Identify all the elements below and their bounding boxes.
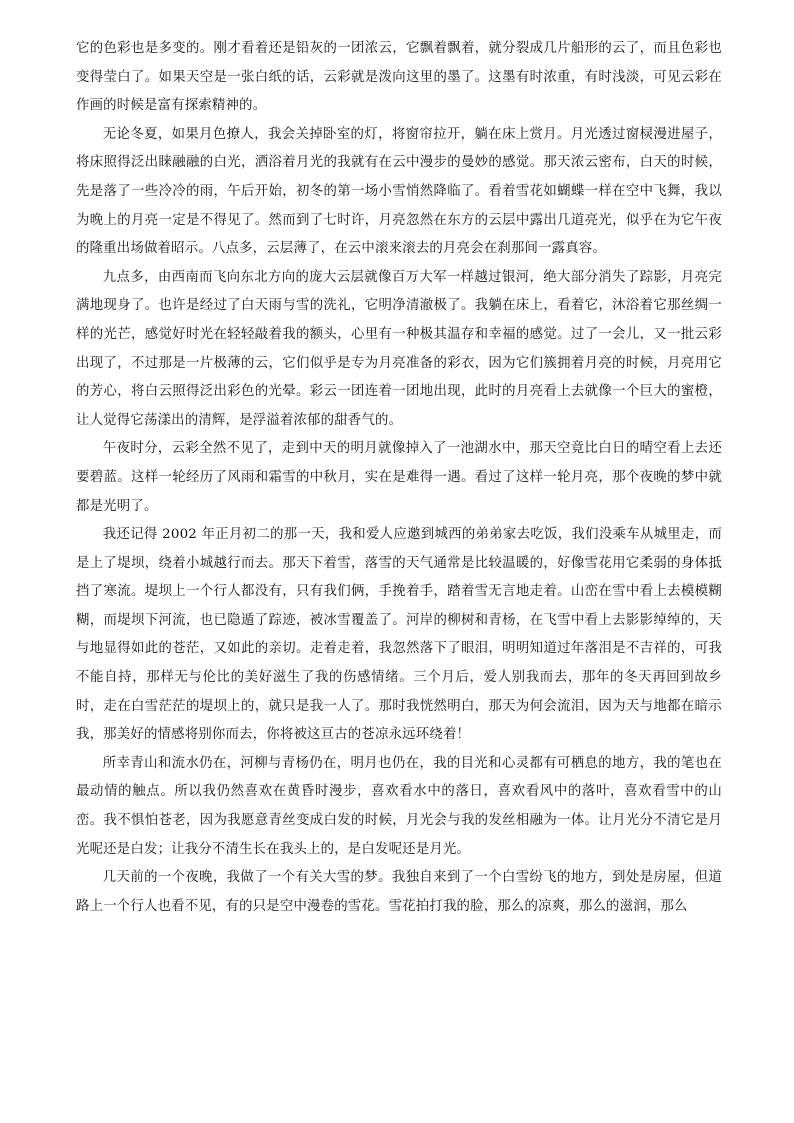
article-body — [76, 35, 722, 921]
paragraph: 午夜时分，云彩全然不见了，走到中天的明月就像掉入了一池湖水中，那天空竟比白日的晴空看上去还要碧蓝。这样一轮经历了风雨和霜雪的中秋月，实在是难得一遇。看过了这样一轮月亮，那个夜晚的梦中就都是光明了。 — [76, 441, 722, 514]
paragraph: 所幸青山和流水仍在，河柳与青杨仍在，明月也仍在，我的目光和心灵都有可栖息的地方，我的笔也在最动情的触点。所以我仍然喜欢在黄昏时漫步，喜欢看水中的落日，喜欢看风中的落叶，喜欢看雪中的山峦。我不惧怕苍老，因为我愿意青丝变成白发的时候，月光会与我的发丝相融为一体。让月光分不清它是月光呢还是白发；让我分不清生长在我头上的，是白发呢还是月光。 — [76, 755, 722, 857]
paragraph: 它的色彩也是多变的。刚才看着还是铅灰的一团浓云，它飘着飘着，就分裂成几片船形的云了，而且色彩也变得莹白了。如果天空是一张白纸的话，云彩就是泼向这里的墨了。这墨有时浓重，有时浅淡，可见云彩在作画的时候是富有探索精神的。 — [76, 41, 722, 114]
paragraph: 我还记得 2002 年正月初二的那一天，我和爱人应邀到城西的弟弟家去吃饭，我们没乘车从城里走，而是上了堤坝，绕着小城越行而去。那天下着雪，落雪的天气通常是比较温暖的，好像雪花用它柔弱的身体抵挡了寒流。堤坝上一个行人都没有，只有我们俩，手挽着手，踏着雪无言地走着。山峦在雪中看上去模模糊糊，而堤坝下河流，也已隐遁了踪迹，被冰雪覆盖了。河岸的柳树和青杨，在飞雪中看上去影影绰绰的，天与地显得如此的苍茫，又如此的亲切。走着走着，我忽然落下了眼泪，明明知道过年落泪是不吉祥的，可我不能自持，那样无与伦比的美好滋生了我的伤感情绪。三个月后，爱人别我而去，那年的冬天再回到故乡时，走在白雪茫茫的堤坝上的，就只是我一人了。那时我恍然明白，那天为何会流泪，因为天与地都在暗示我，那美好的情感将别你而去，你将被这亘古的苍凉永远环绕着！ — [76, 527, 722, 743]
paragraph: 几天前的一个夜晚，我做了一个有关大雪的梦。我独自来到了一个白雪纷飞的地方，到处是房屋，但道路上一个行人也看不见，有的只是空中漫卷的雪花。雪花拍打我的脸，那么的凉爽，那么的滋润，那么 — [76, 870, 722, 914]
paragraph: 九点多，由西南而飞向东北方向的庞大云层就像百万大军一样越过银河，绝大部分消失了踪影，月亮完满地现身了。也许是经过了白天雨与雪的洗礼，它明净清澈极了。我躺在床上，看着它，沐浴着它那丝绸一样的光芒，感觉好时光在轻轻敲着我的额头，心里有一种极其温存和幸福的感觉。过了一会儿，又一批云彩出现了，不过那是一片极薄的云，它们似乎是专为月亮准备的彩衣，因为它们簇拥着月亮的时候，月亮用它的芳心，将白云照得泛出彩色的光晕。彩云一团连着一团地出现，此时的月亮看上去就像一个巨大的蜜橙，让人觉得它荡漾出的清辉，是浮溢着浓郁的甜香气的。 — [76, 269, 722, 428]
paragraph: 无论冬夏，如果月色撩人，我会关掉卧室的灯，将窗帘拉开，躺在床上赏月。月光透过窗棂漫进屋子，将床照得泛出睐融融的白光，洒浴着月光的我就有在云中漫步的曼妙的感觉。那天浓云密布，白天的时候，先是落了一些冷冷的雨，午后开始，初冬的第一场小雪悄然降临了。看着雪花如蝴蝶一样在空中飞舞，我以为晚上的月亮一定是不得见了。然而到了七时许，月亮忽然在东方的云层中露出几道亮光，似乎在为它午夜的隆重出场做着昭示。八点多，云层薄了，在云中滚来滚去的月亮会在刹那间一露真容。 — [76, 126, 722, 257]
